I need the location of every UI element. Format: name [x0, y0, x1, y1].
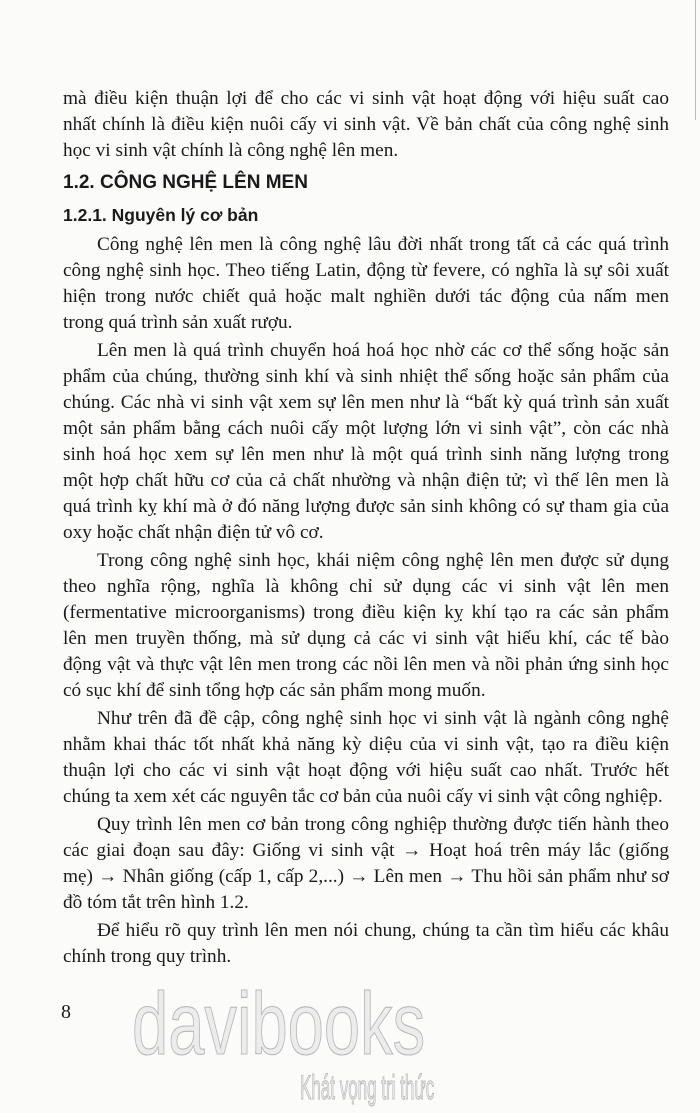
text-line: có sục khí để sinh tổng hợp các sản phẩm mong muốn.: [63, 680, 486, 701]
text-line: quá trình kỵ khí mà ở đó năng lượng được sản sinh không có sự tham gia của: [63, 496, 669, 517]
text-line: chúng. Các nhà vi sinh vật xem sự lên men như là “bất kỳ quá trình sản xuất: [63, 392, 669, 413]
text-line: thuận lợi cho các vi sinh vật hoạt động với hiệu suất cao nhất. Trước hết: [63, 760, 669, 781]
text-line: Lên men là quá trình chuyển hoá hoá học nhờ các cơ thể sống hoặc sản: [97, 340, 669, 361]
text-line: mẹ) → Nhân giống (cấp 1, cấp 2,...) → Lên men → Thu hồi sản phẩm như sơ: [63, 866, 669, 887]
text-line: sinh hoá học xem sự lên men như là một quá trình sinh năng lượng trong: [63, 444, 669, 465]
text-line: đồ tóm tắt trên hình 1.2.: [63, 892, 249, 913]
text-line: học vi sinh vật chính là công nghệ lên men.: [63, 140, 399, 161]
text-line: Để hiểu rõ quy trình lên men nói chung, chúng ta cần tìm hiểu các khâu: [97, 920, 669, 941]
text-line: Quy trình lên men cơ bản trong công nghiệp thường được tiến hành theo: [97, 814, 669, 835]
text-line: một hợp chất hữu cơ của cả chất nhường và nhận điện tử; vì thế lên men là: [63, 470, 669, 491]
paragraph: [63, 918, 669, 970]
section-heading: 1.2. CÔNG NGHỆ LÊN MEN: [63, 172, 308, 193]
text-line: động vật và thực vật lên men trong các nồi lên men và nồi phản ứng sinh học: [63, 654, 669, 675]
text-line: chúng ta xem xét các nguyên tắc cơ bản của nuôi cấy vi sinh vật công nghiệp.: [63, 786, 663, 807]
text-line: hiện trong nước chiết quả hoặc malt nghiền dưới tác động của nấm men: [63, 286, 669, 307]
text-line: nhằm khai thác tốt nhất khả năng kỳ diệu của vi sinh vật, tạo ra điều kiện: [63, 734, 669, 755]
text-line: mà điều kiện thuận lợi để cho các vi sinh vật hoạt động với hiệu suất cao: [63, 88, 669, 109]
paragraph: [63, 548, 669, 704]
text-line: chính trong quy trình.: [63, 946, 232, 967]
body-paragraphs: [63, 232, 669, 970]
text-line: lên men truyền thống, mà sử dụng cả các vi sinh vật hiếu khí, các tế bào: [63, 628, 669, 649]
text-line: theo nghĩa rộng, nghĩa là không chỉ sử dụng các vi sinh vật lên men: [63, 576, 669, 597]
paragraph: [63, 232, 669, 336]
text-line: (fermentative microorganisms) trong điều kiện kỵ khí tạo ra các sản phẩm: [63, 602, 669, 623]
text-line: công nghệ sinh học. Theo tiếng Latin, động từ fevere, có nghĩa là sự sôi xuất: [63, 260, 669, 281]
watermark-logo: davibooks: [132, 974, 426, 1073]
watermark-tagline: Khát vọng tri thức: [300, 1069, 435, 1107]
text-line: phẩm của chúng, thường sinh khí và sinh nhiệt thể sống hoặc sản phẩm của: [63, 366, 669, 387]
text-line: một sản phẩm bằng cách nuôi cấy một lượng lớn vi sinh vật”, còn các nhà: [63, 418, 669, 439]
paragraph: [63, 338, 669, 546]
text-line: nhất chính là điều kiện nuôi cấy vi sinh vật. Về bản chất của công nghệ sinh: [63, 114, 669, 135]
text-line: trong quá trình sản xuất rượu.: [63, 312, 293, 333]
subsection-heading: 1.2.1. Nguyên lý cơ bản: [63, 205, 259, 225]
paragraph-continued: [63, 86, 669, 164]
text-line: Như trên đã đề cập, công nghệ sinh học vi sinh vật là ngành công nghệ: [97, 708, 669, 729]
page-number: 8: [61, 1001, 71, 1023]
page-content: [63, 86, 669, 972]
page-edge-line: [695, 0, 696, 120]
text-line: Công nghệ lên men là công nghệ lâu đời nhất trong tất cả các quá trình: [97, 234, 669, 255]
paragraph: [63, 812, 669, 916]
text-line: Trong công nghệ sinh học, khái niệm công nghệ lên men được sử dụng: [97, 550, 669, 571]
text-line: các giai đoạn sau đây: Giống vi sinh vật → Hoạt hoá trên máy lắc (giống: [63, 840, 669, 861]
text-line: oxy hoặc chất nhận điện tử vô cơ.: [63, 522, 324, 543]
paragraph: [63, 706, 669, 810]
